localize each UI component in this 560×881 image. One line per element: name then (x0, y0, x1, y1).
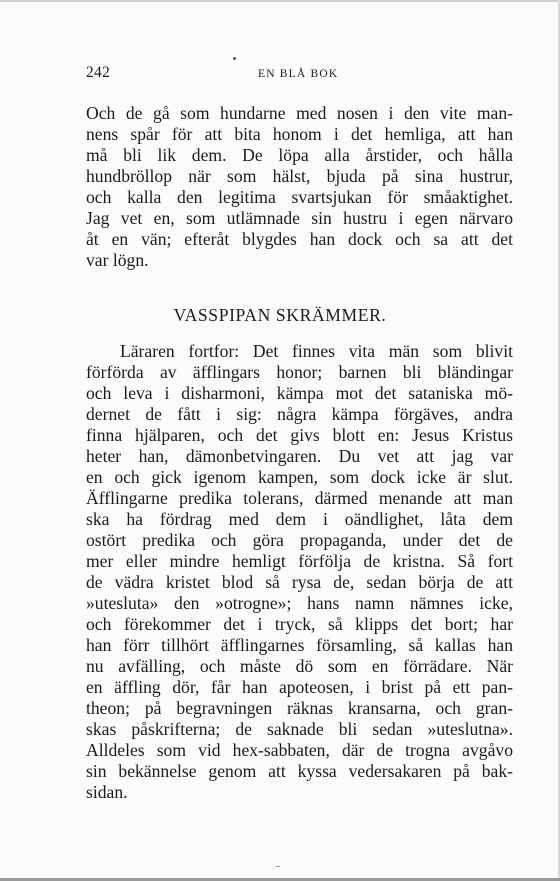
text-line: heter han, dämonbetvingaren. Du vet att jag var (86, 446, 513, 466)
text-line: var lögn. (86, 250, 149, 270)
text-line: skas påskrifterna; de saknade bli sedan »uteslutna». (86, 719, 513, 739)
text-line: dernet de fått i sig: några kämpa förgäves, andra (86, 404, 513, 424)
text-line: Äfflingarne predika tolerans, därmed menande att man (86, 488, 513, 508)
text-line: mer eller mindre hemligt förfölja de kristna. Så fort (86, 551, 513, 571)
text-line: finna hjälparen, och det givs blott en: Jesus Kristus (86, 425, 513, 445)
text-line: Läraren fortfor: Det finnes vita män som blivit (120, 341, 513, 361)
text-line: sin bekännelse genom att kyssa vedersakaren på bak- (86, 761, 513, 781)
text-line: åt en vän; efteråt blygdes han dock och sa att det (86, 229, 513, 249)
text-line: ostört predika och göra propaganda, under det de (86, 530, 513, 550)
text-line: må bli lik dem. De löpa alla årstider, och hålla (86, 145, 513, 165)
text-line: och förekommer det i tryck, så klipps det bort; har (86, 614, 513, 634)
text-line: nens spår för att bita honom i det hemliga, att han (86, 124, 513, 144)
text-line: »utesluta» den »otrogne»; hans namn nämnes icke, (86, 593, 513, 613)
text-line: theon; på begravningen räknas kransarna, och gran- (86, 698, 513, 718)
section-heading: VASSPIPAN SKRÄMMER. (173, 305, 387, 325)
text-line: ska ha fördrag med dem i oändlighet, låta dem (86, 509, 513, 529)
text-line: förförda av äfflingars honor; barnen bli bländingar (86, 362, 513, 382)
running-head: EN BLÅ BOK (258, 68, 339, 80)
page-top-edge (0, 0, 560, 2)
text-line: hundbröllop när som hälst, bjuda på sina hustrur, (86, 166, 513, 186)
text-line: en och gick igenom kampen, som dock icke är slut. (86, 467, 513, 487)
print-speck-bottom (276, 866, 280, 867)
text-line: och leva i disharmoni, kämpa mot det sataniska mö- (86, 383, 513, 403)
text-line: Och de gå som hundarne med nosen i den vite man- (86, 103, 513, 123)
text-line: Alldeles som vid hex-sabbaten, där de trogna avgåvo (86, 740, 513, 760)
text-line: Jag vet en, som utlämnade sin hustru i egen närvaro (86, 208, 513, 228)
text-line: sidan. (86, 782, 128, 802)
print-speck (233, 57, 236, 60)
text-line: en äffling dör, får han apoteosen, i brist på ett pan- (86, 677, 513, 697)
text-line: och kalla den legitima svartsjukan för småaktighet. (86, 187, 513, 207)
text-line: han förr tillhört äfflingarnes församling, så kallas han (86, 635, 513, 655)
text-line: de vädra kristet blod så rysa de, sedan börja de att (86, 572, 513, 592)
page-number: 242 (86, 64, 111, 81)
text-line: nu avfälling, och måste dö som en förrädare. När (86, 656, 513, 676)
